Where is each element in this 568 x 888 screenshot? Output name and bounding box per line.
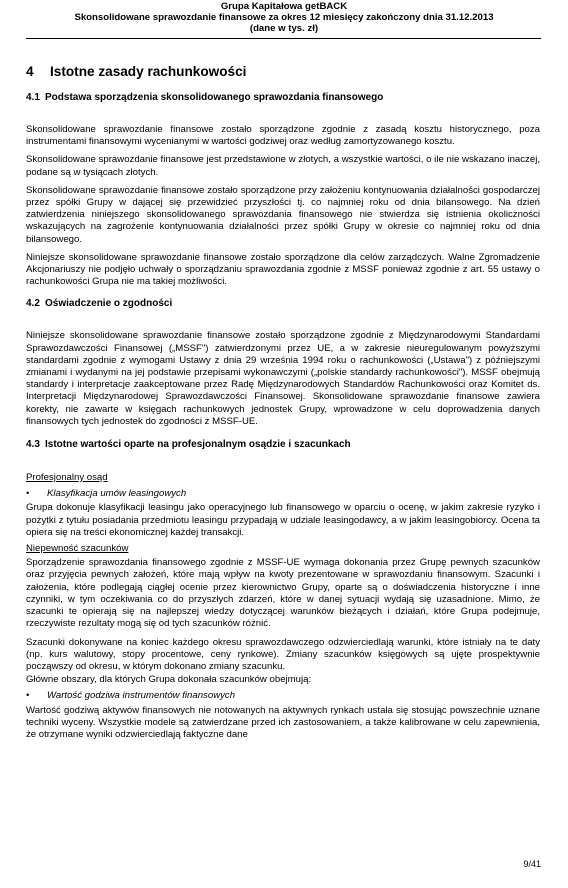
- page-content: [26, 62, 540, 741]
- subheading-professional-judgement: Profesjonalny osąd: [26, 472, 108, 484]
- paragraph: Wartość godziwą aktywów finansowych nie notowanych na aktywnych rynkach ustala się stosując powszechnie uznane techniki wyceny. Wszystkie modele są zatwierdzane przed ich zastosowaniem, a także kalibrowane w celu zapewnienia, że otrzymane wyniki odzwierciedlają faktyczne dane: [26, 704, 540, 740]
- header-units: (dane w tys. zł): [249, 23, 319, 34]
- header-company: Grupa Kapitałowa getBACK: [220, 1, 348, 12]
- paragraph: Skonsolidowane sprawozdanie finansowe jest przedstawione w złotych, a wszystkie wartości, o ile nie wskazano inaczej, podane są w tysiącach złotych.: [26, 154, 540, 178]
- bullet-item: • Klasyfikacja umów leasingowych: [26, 488, 187, 500]
- section-heading-4: 4 Istotne zasady rachunkowości: [26, 64, 247, 79]
- paragraph: Grupa dokonuje klasyfikacji leasingu jako operacyjnego lub finansowego w oparciu o ocenę, w jakim zakresie ryzyko i pożytki z tytułu posiadania przedmiotu leasingu przypadają w udziale leasingodawcy, a w jakim leasingobiorcy. Ocena ta opiera się na treści ekonomicznej każdej transakcji.: [26, 502, 540, 538]
- paragraph: Skonsolidowane sprawozdanie finansowe zostało sporządzone przy założeniu kontynuowania działalności gospodarczej przez spółki Grupy w dającej się przewidzieć przyszłości tj. co najmniej roku od dnia bilansowego. Na dzień zatwierdzenia niniejszego skonsolidowanego sprawozdania finansowego nie stwierdza się istnienia okoliczności wskazujących na zagrożenie kontynuowania działalności przez spółki Grupy w okresie co najmniej roku od dnia bilansowego.: [26, 184, 540, 245]
- section-heading-4-1: 4.1 Podstawa sporządzenia skonsolidowanego sprawozdania finansowego: [26, 92, 384, 103]
- bullet-icon: •: [26, 488, 30, 500]
- bullet-item: • Wartość godziwa instrumentów finansowych: [26, 690, 236, 702]
- subheading-estimation-uncertainty: Niepewność szacunków: [26, 543, 129, 555]
- section-heading-4-2: 4.2 Oświadczenie o zgodności: [26, 298, 173, 310]
- page-number: 9/41: [523, 859, 541, 869]
- paragraph: Szacunki dokonywane na koniec każdego okresu sprawozdawczego odzwierciedlają warunki, które istniały na te daty (np. kurs walutowy, stopy procentowe, ceny rynkowe). Zmiany szacunków księgowych są ujęte prospektywnie począwszy od okresu, w którym dokonano zmiany szacunku.: [26, 636, 540, 672]
- paragraph: Skonsolidowane sprawozdanie finansowe zostało sporządzone zgodnie z zasadą kosztu historycznego, poza instrumentami finansowymi wycenianymi w wartości godziwej oraz według zamortyzowanego kosztu.: [26, 124, 540, 148]
- paragraph: Sporządzenie sprawozdania finansowego zgodnie z MSSF-UE wymaga dokonania przez Grupę pewnych szacunków oraz przyjęcia pewnych założeń, które mają wpływ na kwoty prezentowane w sprawozdaniu finansowym. Szacunki i założenia, które podlegają ciągłej ocenie przez kierownictwo Grupy, oparte są o doświadczenia historyczne i inne czynniki, w tym oczekiwania co do przyszłych zdarzeń, które w danej sytuacji wydają się uzasadnione. Mimo, że szacunki te opierają się na najlepszej wiedzy dotyczącej warunków bieżących i działań, które Grupa podejmuje, rzeczywiste rezultaty mogą się od tych szacunków różnić.: [26, 557, 540, 630]
- page-header: [0, 0, 568, 34]
- header-rule: [26, 38, 541, 39]
- paragraph: Główne obszary, dla których Grupa dokonała szacunków obejmują:: [26, 674, 312, 686]
- paragraph: Niniejsze skonsolidowane sprawozdanie finansowe zostało sporządzone dla celów zarządczych. Walne Zgromadzenie Akcjonariuszy nie podjęło uchwały o sporządzaniu sprawozdania zgodnie z MSSF ponieważ zgodnie z art. 55 ustawy o rachunkowości Grupa nie ma takiej możliwości.: [26, 251, 540, 288]
- section-heading-4-3: 4.3 Istotne wartości oparte na profesjonalnym osądzie i szacunkach: [26, 439, 351, 451]
- bullet-icon: •: [26, 690, 30, 702]
- header-title: Skonsolidowane sprawozdanie finansowe za okres 12 miesięcy zakończony dnia 31.12.2013: [74, 12, 494, 23]
- paragraph: Niniejsze skonsolidowane sprawozdanie finansowe zostało sporządzone zgodnie z Międzynarodowymi Standardami Sprawozdawczości Finansowej („MSSF") zatwierdzonymi przez UE, a w zakresie nieuregulowanym powyższymi standardami zgodnie z wymogami Ustawy z dnia 29 września 1994 roku o rachunkowości („Ustawa") z późniejszymi zmianami i wydanymi na jej podstawie przepisami wykonawczymi („polskie standardy rachunkowości"). MSSF obejmują standardy i interpretacje zaakceptowane przez Radę Międzynarodowych Standardów Rachunkowości oraz Komitet ds. Interpretacji Międzynarodowej Sprawozdawczości Finansowej. Skonsolidowane sprawozdanie finansowe zawiera korekty, nie zawarte w księgach rachunkowych jednostek Grupy, wprowadzone w celu doprowadzenia danych finansowych tych jednostek do zgodności z MSSF-UE.: [26, 330, 540, 427]
